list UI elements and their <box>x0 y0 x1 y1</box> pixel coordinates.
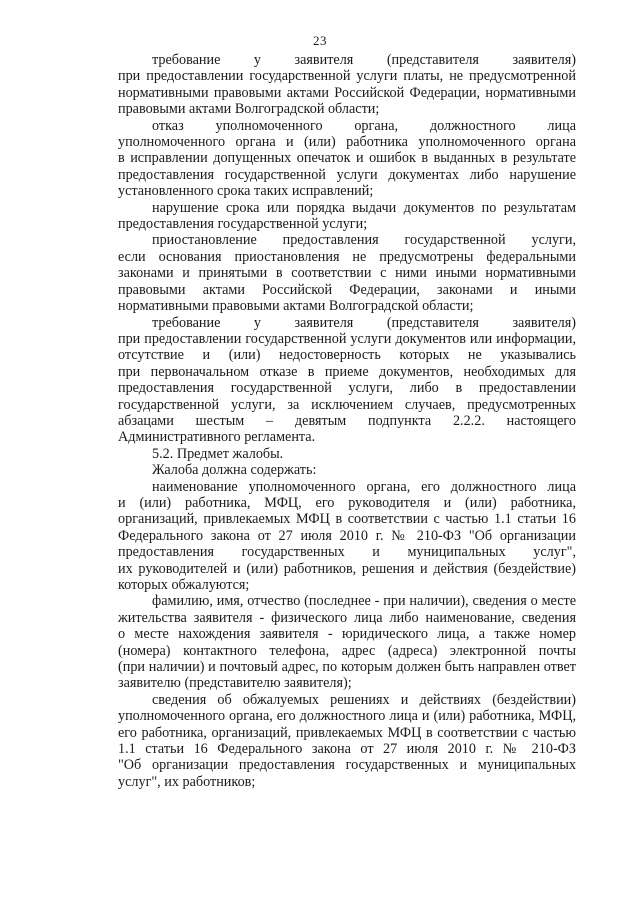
text-line: "Об организации предоставления государственных и муниципальных <box>118 757 576 774</box>
text-line: Жалоба должна содержать: <box>152 462 317 479</box>
paragraph-authority-name <box>84 479 576 594</box>
text-line: которых обжалуются; <box>118 577 250 593</box>
text-line: при предоставлении государственной услуги платы, не предусмотренной <box>118 68 576 85</box>
text-line: требование у заявителя (представителя заявителя) <box>152 52 576 68</box>
paragraph-requirement-payment <box>84 52 576 118</box>
section-heading-5-2 <box>84 446 576 462</box>
text-line: (при наличии) и почтовый адрес, по которым должен быть направлен ответ <box>118 659 576 676</box>
text-line: услуг", их работников; <box>118 773 256 790</box>
paragraph-applicant-details <box>84 593 576 691</box>
text-line: предоставления государственной услуги; <box>118 216 368 233</box>
text-line: приостановление предоставления государственной услуги, <box>152 232 576 249</box>
text-line: и (или) работника, МФЦ, его руководителя и (или) работника, <box>118 494 576 511</box>
text-line: предоставления государственной услуги, либо в предоставлении <box>118 380 576 397</box>
text-line: отсутствие и (или) недостоверность которых не указывались <box>118 347 576 364</box>
paragraph-complaint-must-contain <box>84 462 576 478</box>
text-line: о месте нахождения заявителя - юридического лица, а также номер <box>118 626 576 643</box>
text-line: если основания приостановления не предусмотрены федеральными <box>118 248 576 265</box>
paragraph-refusal-corrections <box>84 118 576 200</box>
text-line: при предоставлении государственной услуги документов или информации, <box>118 330 576 347</box>
text-line: 5.2. Предмет жалобы. <box>152 445 284 462</box>
text-line: уполномоченного органа и (или) работника уполномоченного органа <box>118 134 576 151</box>
paragraph-violation-deadline <box>84 200 576 233</box>
page-number: 23 <box>313 33 327 48</box>
text-line: сведения об обжалуемых решениях и действиях (бездействии) <box>152 691 576 708</box>
text-line: установленного срока таких исправлений; <box>118 183 374 200</box>
text-line: наименование уполномоченного органа, его должностного лица <box>152 478 576 495</box>
text-line: его работника, организаций, привлекаемых МФЦ в соответствии с частью <box>118 724 576 741</box>
text-line: при первоначальном отказе в приеме документов, необходимых для <box>118 363 576 380</box>
text-line: организаций, привлекаемых МФЦ в соответствии с частью 1.1 статьи 16 <box>118 511 576 528</box>
text-line: нарушение срока или порядка выдачи документов по результатам <box>152 199 576 216</box>
paragraph-suspension <box>84 232 576 314</box>
text-line: нормативными правовыми актами Волгоградской области; <box>118 298 474 315</box>
text-line: нормативными правовыми актами Российской Федерации, нормативными <box>118 84 576 101</box>
paragraph-appealed-decisions <box>84 692 576 790</box>
text-line: правовыми актами Российской Федерации, законами и иными <box>118 281 576 298</box>
text-line: государственной услуги, за исключением случаев, предусмотренных <box>118 396 576 413</box>
text-line: требование у заявителя (представителя заявителя) <box>152 314 576 331</box>
text-line: отказ уполномоченного органа, должностного лица <box>152 117 576 134</box>
text-line: абзацами шестым – девятым подпункта 2.2.2. настоящего <box>118 412 576 429</box>
text-line: в исправлении допущенных опечаток и ошибок в выданных в результате <box>118 150 576 167</box>
text-line: Федерального закона от 27 июля 2010 г. № 210-ФЗ "Об организации <box>118 527 576 544</box>
text-line: (номера) контактного телефона, адрес (адреса) электронной почты <box>118 642 576 659</box>
text-line: 1.1 статьи 16 Федерального закона от 27 июля 2010 г. № 210-ФЗ <box>118 741 576 758</box>
text-line: их руководителей и (или) работников, решения и действия (бездействие) <box>118 560 576 577</box>
text-line: правовыми актами Волгоградской области; <box>118 101 380 118</box>
text-line: жительства заявителя - физического лица либо наименование, сведения <box>118 609 576 626</box>
text-line: заявителю (представителю заявителя); <box>118 675 352 692</box>
paragraph-requirement-documents <box>84 315 576 446</box>
text-line: предоставления государственных и муниципальных услуг", <box>118 544 576 561</box>
text-line: Административного регламента. <box>118 429 316 446</box>
text-line: законами и принятыми в соответствии с ними иными нормативными <box>118 265 576 282</box>
document-body <box>84 52 576 790</box>
text-line: фамилию, имя, отчество (последнее - при наличии), сведения о месте <box>152 593 576 610</box>
text-line: уполномоченного органа, его должностного лица и (или) работника, МФЦ, <box>118 708 576 725</box>
text-line: предоставления государственной услуги документах либо нарушение <box>118 166 576 183</box>
